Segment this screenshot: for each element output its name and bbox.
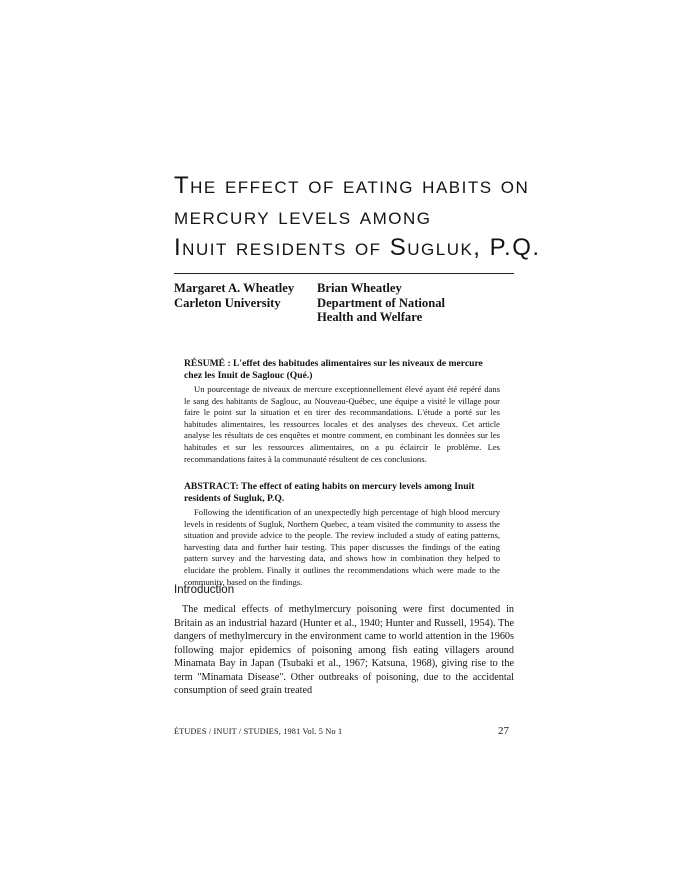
article-title [174, 170, 541, 263]
resume-heading: RÉSUMÉ : L'effet des habitudes alimentaires sur les niveaux de mercure chez les Inuit de Saglouc (Qué.) [184, 358, 483, 381]
abstract-section [184, 481, 500, 588]
title-line: Inuit residents of Sugluk, P.Q. [174, 234, 541, 261]
section-heading: Introduction [174, 584, 235, 596]
title-line: The effect of eating habits on [174, 172, 530, 199]
resume-body: Un pourcentage de niveaux de mercure exceptionnellement élevé ayant été repéré dans le sang des habitants de Saglouc, au Nouveau-Québec, une équipe a visité le village pour faire le point sur la situation et en tirer des recommandations. L'étude a porté sur les habitudes alimentaires, les ressources locales et des analyses des cheveux. Cet article analyse les résultats de ces enquêtes et montre comment, en combinant les données sur les habitudes et sur les ressources alimentaires, on a pu éclaircir le problème. Les recommandations faites à la communauté résultent de ces conclusions. [184, 384, 500, 464]
introduction-body: The medical effects of methylmercury poisoning were first documented in Britain as an industrial hazard (Hunter et al., 1940; Hunter and Russell, 1954). The dangers of methylmercury in the environment came to world attention in the 1960s following major epidemics of poisoning among fish eating villagers around Minamata Bay in Japan (Tsubaki et al., 1967; Katsuna, 1968), giving rise to the term "Minamata Disease". Other outbreaks of poisoning, due to the accidental consumption of seed grain treated [174, 604, 514, 696]
page-number: 27 [498, 725, 509, 737]
title-line: mercury levels among [174, 203, 432, 230]
title-rule [174, 273, 514, 274]
abstract-heading: ABSTRACT: The effect of eating habits on mercury levels among Inuit residents of Sugluk, P.Q. [184, 481, 475, 504]
author-name: Brian Wheatley [317, 281, 402, 295]
author-affiliation: Department of National [317, 295, 446, 310]
author-block [317, 281, 445, 325]
author-affiliation: Carleton University [174, 295, 281, 310]
author-affiliation: Health and Welfare [317, 310, 423, 324]
author-block [174, 281, 294, 310]
abstract-body: Following the identification of an unexpectedly high percentage of high blood mercury levels in residents of Sugluk, Northern Quebec, a team visited the community to assess the situation and provide advice to the people. The review included a study of eating patterns, harvesting data and further hair testing. This paper discusses the findings of the eating pattern survey and the harvesting data, and shows how in combination they helped to elucidate the problem. Finally it outlines the recommendations which were made to the community, based on the findings. [184, 507, 500, 587]
resume-section [184, 358, 500, 465]
author-name: Margaret A. Wheatley [174, 281, 295, 295]
journal-citation: ÉTUDES / INUIT / STUDIES, 1981 Vol. 5 No 1 [174, 727, 343, 736]
